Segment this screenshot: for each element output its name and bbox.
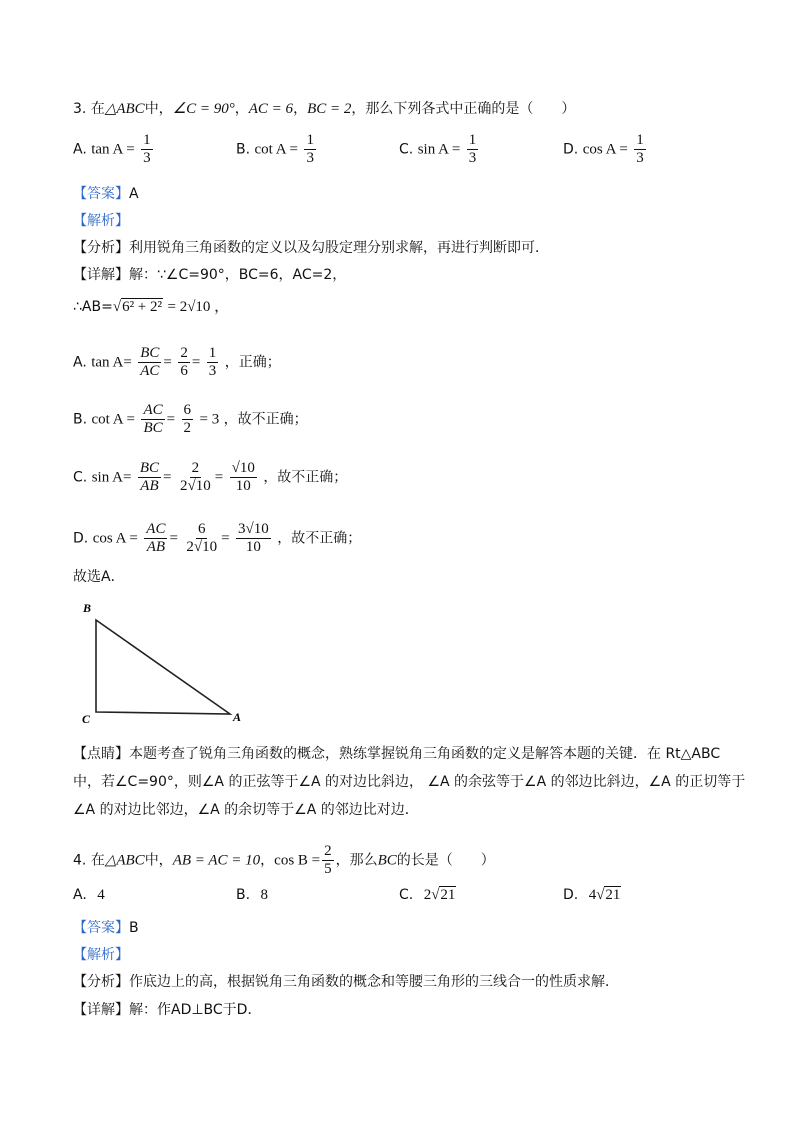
q4-cond-sides: AB = AC = 10 — [172, 852, 261, 869]
fenxi-text: 作底边上的高，根据锐角三角函数的概念和等腰三角形的三线合一的性质求解． — [129, 974, 619, 990]
q4-stem-mid2: ，那么 — [335, 852, 378, 869]
q3-triangle: △ABC — [104, 101, 145, 117]
q4-number: 4. — [73, 852, 87, 869]
q4-fraction: $\frac{2}{5}$ — [324, 843, 332, 877]
option-func: cos A = — [582, 141, 628, 158]
fraction: $\frac{1}{3}$ — [208, 345, 217, 379]
line-label: B. — [73, 411, 88, 428]
fraction: $\frac{BC}{AC}$ — [140, 345, 160, 379]
fraction: $\frac{6}{2√10}$ — [186, 521, 218, 555]
q4-fenxi — [73, 972, 619, 992]
option-fraction: $\frac{1}{3}$ — [306, 132, 314, 166]
q3-stem-post: ，那么下列各式中正确的是（ ） — [351, 101, 576, 117]
option-value: 8 — [260, 887, 269, 903]
ab-radical: 6² + 2² — [122, 299, 163, 315]
line-lhs: cot A = — [91, 411, 135, 428]
triangle-figure — [78, 598, 258, 728]
q3-dianjing-2 — [73, 772, 745, 792]
q3-option-b[interactable] — [236, 132, 318, 167]
line-tail: ，故不正确； — [277, 530, 362, 547]
q3-xiangjie — [73, 265, 346, 285]
line-label: A. — [73, 354, 87, 371]
answer-value: B — [129, 920, 139, 936]
line-tail: ，故不正确； — [263, 469, 348, 486]
answer-value: A — [129, 186, 139, 202]
option-letter: A. — [73, 887, 87, 903]
ab-pre: ∴AB= — [73, 299, 113, 315]
q4-answer — [73, 918, 139, 938]
q4-bc: BC — [377, 852, 397, 869]
fraction: $\frac{√10}{10}$ — [231, 460, 255, 494]
option-letter: A. — [73, 141, 87, 158]
q4-xiangjie — [73, 1000, 261, 1020]
option-func: tan A = — [91, 141, 135, 158]
xiangjie-text: 解：∵∠C=90°，BC=6，AC=2， — [129, 267, 347, 283]
q3-stem — [73, 99, 575, 119]
line-lhs: tan A= — [91, 354, 132, 371]
q3-choose — [73, 567, 125, 587]
fraction: $\frac{2}{2√10}$ — [179, 460, 211, 494]
q3-dianjing-1 — [73, 744, 720, 764]
dianjing-text: 本题考查了锐角三角函数的概念，熟练掌握锐角三角函数的定义是解答本题的关键．在 Rt△ABC — [129, 746, 721, 762]
option-letter: D. — [563, 887, 579, 903]
q4-stem-pre: 在 — [90, 852, 105, 869]
xiangjie-tag: 【详解】 — [73, 1002, 129, 1018]
q3-option-d[interactable] — [563, 132, 648, 167]
vertex-a-label: A — [233, 710, 242, 724]
option-letter: C. — [399, 887, 414, 903]
option-coef: 4 — [588, 887, 597, 903]
q3-analysis-tag — [73, 211, 129, 231]
dianjing-text: 中，若∠C=90°，则∠A 的正弦等于∠A 的对边比斜边， ∠A 的余弦等于∠A 的邻边比斜边，∠A 的正切等于 — [73, 774, 746, 790]
option-letter: D. — [563, 141, 579, 158]
q4-stem-post: 的长是（ ） — [396, 852, 495, 869]
option-radical: 21 — [605, 887, 621, 903]
option-letter: C. — [399, 141, 414, 158]
q3-line-d: D. cos A = $\frac{AC}{AB}$ = $\frac{6}{2√10}$ = $\frac{3√10}{10}$ ，故不正确； — [73, 521, 362, 555]
vertex-c-label: C — [82, 712, 91, 726]
q3-sep: ， — [293, 101, 308, 117]
q3-dianjing-3 — [73, 800, 419, 820]
q4-sep: ， — [260, 852, 275, 869]
line-label: D. — [73, 530, 89, 547]
q3-line-c: C. sin A= $\frac{BC}{AB}$ = $\frac{2}{2√10}$ = $\frac{√10}{10}$ ，故不正确； — [73, 460, 348, 494]
q4-triangle: △ABC — [104, 852, 145, 869]
q3-fenxi — [73, 238, 549, 258]
line-tail: ，正确； — [224, 354, 281, 371]
fenxi-tag: 【分析】 — [73, 974, 129, 990]
line-lhs: cos A = — [92, 530, 138, 547]
fenxi-text: 利用锐角三角函数的定义以及勾股定理分别求解，再进行判断即可． — [129, 240, 549, 256]
q3-answer — [73, 184, 139, 204]
q3-sep: ， — [234, 101, 249, 117]
option-fraction: $\frac{1}{3}$ — [636, 132, 644, 166]
q4-option-a[interactable] — [73, 887, 105, 904]
line-result: = 3 — [199, 411, 220, 428]
q3-cond-bc: BC = 2 — [307, 101, 352, 117]
option-coef: 2 — [423, 887, 432, 903]
q3-ab-line: ∴AB=√6² + 2² = 2√10 ， — [73, 299, 230, 315]
q3-stem-pre: 在 — [90, 101, 105, 117]
fraction: $\frac{2}{6}$ — [180, 345, 188, 379]
q3-number: 3. — [73, 101, 87, 117]
dianjing-tag: 【点睛】 — [73, 746, 129, 762]
ab-result: = 2√10 ， — [167, 299, 230, 315]
q3-cond-angle: ∠C = 90° — [172, 101, 235, 117]
option-radical: 21 — [440, 887, 456, 903]
line-tail: ，故不正确； — [223, 411, 308, 428]
q3-line-b: B. cot A = $\frac{AC}{BC}$ = $\frac{6}{2}$ = 3 ，故不正确； — [73, 402, 308, 436]
vertex-b-label: B — [83, 601, 92, 615]
q4-analysis-tag — [73, 945, 129, 965]
dianjing-text: ∠A 的对边比邻边，∠A 的余切等于∠A 的邻边比对边． — [73, 802, 419, 818]
q4-cond-cos: cos B = — [274, 852, 321, 869]
analysis-tag: 【解析】 — [73, 947, 129, 963]
option-value: 4 — [97, 887, 105, 903]
q3-option-c[interactable] — [399, 132, 480, 167]
option-letter: B. — [236, 141, 251, 158]
q4-stem — [73, 843, 495, 878]
q3-cond-ac: AC = 6 — [248, 101, 294, 117]
fraction: $\frac{AC}{AB}$ — [146, 521, 166, 555]
option-fraction: $\frac{1}{3}$ — [468, 132, 477, 166]
answer-tag: 【答案】 — [73, 920, 129, 936]
q3-stem-mid: 中， — [144, 101, 173, 117]
option-func: sin A = — [417, 141, 461, 158]
fenxi-tag: 【分析】 — [73, 240, 129, 256]
option-letter: B. — [236, 887, 251, 903]
analysis-tag: 【解析】 — [73, 213, 129, 229]
fraction: $\frac{3√10}{10}$ — [238, 521, 269, 555]
triangle-shape — [96, 620, 230, 714]
xiangjie-tag: 【详解】 — [73, 267, 129, 283]
fraction: $\frac{AC}{BC}$ — [143, 402, 163, 436]
choose-text: 故选A． — [73, 569, 125, 585]
fraction: $\frac{BC}{AB}$ — [139, 460, 160, 494]
line-lhs: sin A= — [91, 469, 132, 486]
option-func: cot A = — [254, 141, 298, 158]
line-label: C. — [73, 469, 88, 486]
q4-option-c[interactable]: C. 2√21 — [399, 887, 456, 903]
q3-option-a[interactable] — [73, 132, 155, 167]
fraction: $\frac{6}{2}$ — [183, 402, 192, 436]
option-fraction: $\frac{1}{3}$ — [143, 132, 151, 166]
q4-option-b[interactable] — [236, 887, 268, 904]
xiangjie-text: 解：作AD⊥BC于D． — [129, 1002, 262, 1018]
q3-line-a: A. tan A= $\frac{BC}{AC}$ = $\frac{2}{6}$ = $\frac{1}{3}$ ，正确； — [73, 345, 281, 379]
q4-option-d[interactable]: D. 4√21 — [563, 887, 621, 903]
q4-stem-mid: 中， — [144, 852, 173, 869]
answer-tag: 【答案】 — [73, 186, 129, 202]
